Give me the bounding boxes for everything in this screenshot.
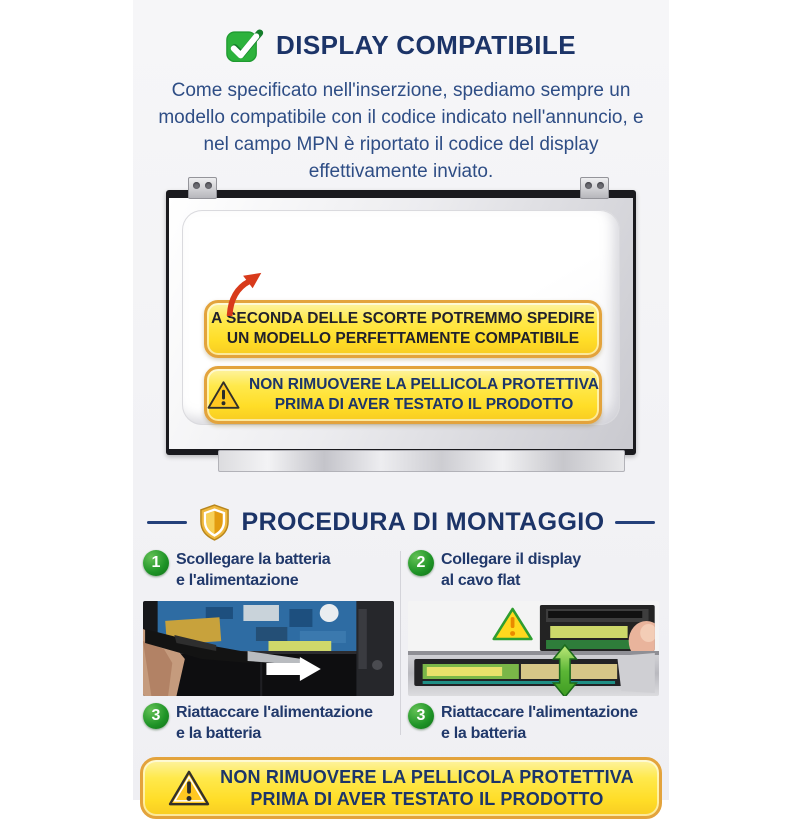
mounting-bracket-left: [188, 177, 217, 199]
step-2: [408, 549, 659, 595]
shield-icon: [198, 504, 231, 541]
footer-warning-box: [140, 757, 662, 819]
bracket-hole: [205, 182, 212, 189]
step-2-badge: 2: [408, 550, 434, 576]
step-3-left: [143, 702, 394, 748]
procedure-header: [133, 504, 669, 541]
check-icon: [226, 26, 264, 64]
steps-column-left: [143, 549, 394, 748]
divider-line-right: [615, 521, 655, 524]
red-curved-arrow-icon: [222, 270, 268, 316]
step-3-right: [408, 702, 659, 748]
page-title: DISPLAY COMPATIBILE: [276, 29, 576, 60]
step-3-right-badge: 3: [408, 703, 434, 729]
header: [133, 26, 669, 64]
warning-triangle-icon: [207, 380, 240, 410]
step-1-badge: 1: [143, 550, 169, 576]
step-3-left-text: Riattaccare l'alimentazione e la batteria: [176, 704, 373, 743]
steps-column-right: [408, 549, 659, 748]
warning-triangle-icon: [168, 769, 210, 807]
bracket-hole: [193, 182, 200, 189]
procedure-title: PROCEDURA DI MONTAGGIO: [241, 508, 605, 536]
step-3-right-text: Riattaccare l'alimentazione e la batteria: [441, 704, 638, 743]
lcd-panel-illustration: [166, 190, 636, 455]
procedure-steps: [143, 549, 659, 748]
bracket-hole: [585, 182, 592, 189]
step-2-text: Collegare il display al cavo flat: [441, 551, 581, 590]
intro-paragraph: Come specificato nell'inserzione, spediamo sempre un modello compatibile con il codice indicato nell'annuncio, e nel campo MPN è riportato il codice del display effettivamente inviato.: [158, 80, 644, 182]
content-column: [133, 0, 669, 809]
film-warning-box: [204, 366, 602, 424]
footer-warning-text: NON RIMUOVERE LA PELLICOLA PROTETTIVA PRIMA DI AVER TESTATO IL PRODOTTO: [220, 766, 634, 809]
step-3-left-badge: 3: [143, 703, 169, 729]
step-1: [143, 549, 394, 595]
step-1-text: Scollegare la batteria e l'alimentazione: [176, 551, 331, 590]
divider-line-left: [147, 521, 187, 524]
bracket-hole: [597, 182, 604, 189]
panel-foil-strip: [218, 450, 625, 472]
battery-disconnect-photo: [143, 601, 394, 696]
mounting-bracket-right: [580, 177, 609, 199]
film-warning-text: NON RIMUOVERE LA PELLICOLA PROTETTIVA PRIMA DI AVER TESTATO IL PRODOTTO: [249, 375, 599, 413]
stock-notice-text: A SECONDA DELLE SCORTE POTREMMO SPEDIRE UN MODELLO PERFETTAMENTE COMPATIBILE: [211, 309, 595, 347]
display-cable-photo: [408, 601, 659, 696]
